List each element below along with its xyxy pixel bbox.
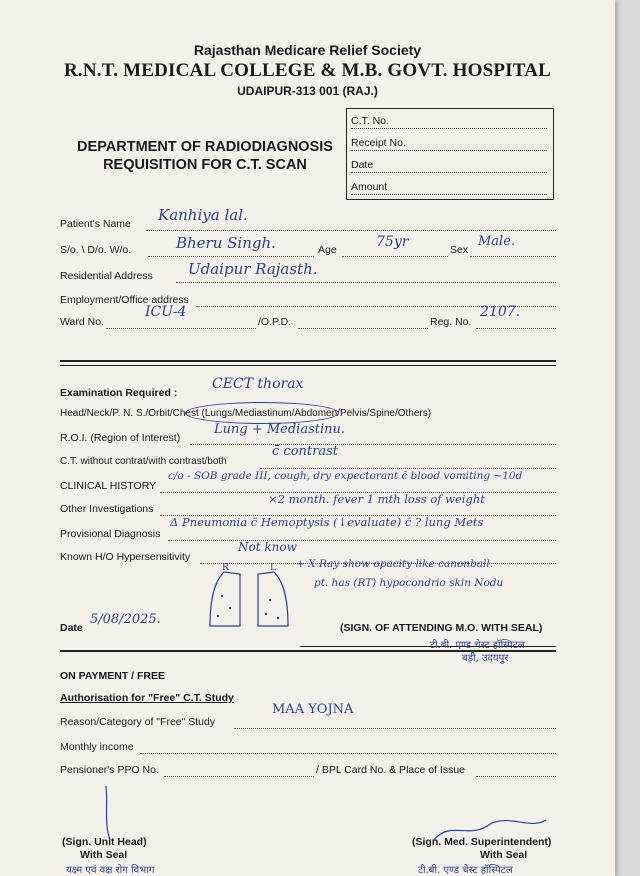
- amount-label: Amount: [351, 181, 388, 193]
- left-lung-outline: [258, 572, 288, 626]
- date-label: Date: [60, 622, 83, 634]
- superintendent-seal-label: With Seal: [480, 849, 528, 861]
- relation-value: Bheru Singh.: [176, 234, 276, 252]
- relation-label: S/o. \ D/o. W/o.: [60, 244, 132, 256]
- ct-contrast-value: c̄ contrast: [272, 444, 338, 459]
- ct-no-row: [351, 115, 547, 129]
- sex-label: Sex: [450, 244, 469, 256]
- divider: [300, 646, 556, 647]
- hypersensitivity-value: Not know: [238, 540, 297, 554]
- city-line: UDAIPUR-313 001 (RAJ.): [237, 84, 378, 98]
- other-investigations-label: Other Investigations: [60, 503, 154, 515]
- reason-value: MAA YOJNA: [272, 702, 354, 717]
- date-row: [351, 159, 547, 173]
- other-investigations-value: ×2 month. fever 1 mth loss of weight: [268, 492, 485, 506]
- unit-stamp: यक्ष्म एवं वक्ष रोग विभाग: [66, 865, 155, 876]
- society-name: Rajasthan Medicare Relief Society: [193, 42, 422, 58]
- department-name: DEPARTMENT OF RADIODIAGNOSIS: [77, 139, 333, 155]
- college-name: R.N.T. MEDICAL COLLEGE & M.B. GOVT. HOSPITAL: [63, 60, 552, 81]
- divider: [60, 365, 556, 366]
- income-label: Monthly income: [60, 741, 134, 753]
- history-value: c/o - SOB grade III, cough, dry expectorant c̄ blood vomiting ~10d: [168, 470, 523, 482]
- superintendent-sign-label: (Sign. Med. Superintendent): [412, 836, 552, 848]
- hospital-stamp-line-2: बड़ी, उदयपुर: [462, 653, 509, 664]
- age-label: Age: [318, 244, 337, 256]
- sex-value: Male.: [478, 234, 516, 249]
- auth-heading: Authorisation for "Free" C.T. Study: [60, 692, 234, 704]
- roi-label: R.O.I. (Region of Interest): [60, 432, 181, 444]
- history-label: CLINICAL HISTORY: [60, 480, 157, 492]
- lung-sketch: [200, 560, 300, 636]
- diagnosis-label: Provisional Diagnosis: [60, 528, 161, 540]
- reason-label: Reason/Category of "Free" Study: [60, 716, 216, 728]
- address-value: Udaipur Rajasth.: [188, 260, 318, 278]
- age-value: 75yr: [376, 234, 409, 250]
- ct-no-label: C.T. No.: [351, 115, 389, 127]
- ward-value: ICU-4: [145, 304, 187, 320]
- sketch-right-label: R: [222, 563, 229, 573]
- opd-label: /O.P.D.: [258, 316, 292, 328]
- receipt-row: [351, 137, 547, 151]
- unit-head-seal-label: With Seal: [80, 849, 128, 861]
- address-label: Residential Address: [60, 270, 153, 282]
- ct-contrast-label: C.T. without contrat/with contrast/both: [60, 456, 227, 467]
- region-line: Head/Neck/P. N. S./Orbit/Chest (Lungs/Mediastinum/Abdomen/Pelvis/Spine/Others): [60, 408, 432, 419]
- patient-name-label: Patient's Name: [60, 218, 131, 230]
- ppo-label: Pensioner's PPO No.: [60, 764, 159, 776]
- requisition-title: REQUISITION FOR C.T. SCAN: [103, 157, 307, 173]
- ward-label: Ward No.: [60, 316, 104, 328]
- unit-head-sign-label: (Sign. Unit Head): [62, 836, 147, 848]
- exam-required-value: CECT thorax: [212, 376, 304, 392]
- chest-lungs-mediastinum-circle: [185, 402, 339, 424]
- date-value: 5/08/2025.: [90, 612, 161, 627]
- attending-sign-label: (SIGN. OF ATTENDING M.O. WITH SEAL): [340, 622, 543, 634]
- office-use-box: [346, 108, 554, 200]
- xray-note-1: + X Ray show opacity like canonball.: [296, 558, 494, 570]
- amount-row: [351, 181, 547, 195]
- bpl-label: / BPL Card No. & Place of Issue: [316, 764, 466, 776]
- superintendent-stamp: टी.बी. एण्ड चेस्ट हॉस्पिटल: [418, 865, 513, 876]
- exam-required-label: Examination Required :: [60, 387, 178, 399]
- reg-label: Reg. No.: [430, 316, 472, 328]
- box-date-label: Date: [351, 159, 374, 171]
- divider: [60, 650, 556, 652]
- unit-head-signature: [96, 784, 136, 844]
- reg-value: 2107.: [480, 304, 521, 320]
- roi-value: Lung + Mediastinu.: [214, 422, 346, 437]
- employment-label: Employment/Office address: [60, 294, 189, 306]
- sketch-left-label: L: [270, 563, 276, 573]
- right-lung-outline: [210, 572, 240, 626]
- xray-note-2: pt. has (RT) hypocondrio skin Nodu: [314, 577, 504, 589]
- department-title: [60, 138, 350, 174]
- patient-name-value: Kanhiya lal.: [158, 206, 248, 224]
- diagnosis-value: Δ Pneumonia c̄ Hemoptysis (↓evaluate) c̄ ? lung Mets: [170, 515, 484, 529]
- hypersensitivity-label: Known H/O Hypersensitivity: [60, 551, 191, 563]
- receipt-label: Receipt No.: [351, 137, 406, 149]
- hospital-stamp-line-1: टी.बी. एण्ड चेस्ट हॉस्पिटल: [430, 640, 525, 651]
- divider: [60, 360, 556, 362]
- payment-heading: ON PAYMENT / FREE: [60, 670, 166, 682]
